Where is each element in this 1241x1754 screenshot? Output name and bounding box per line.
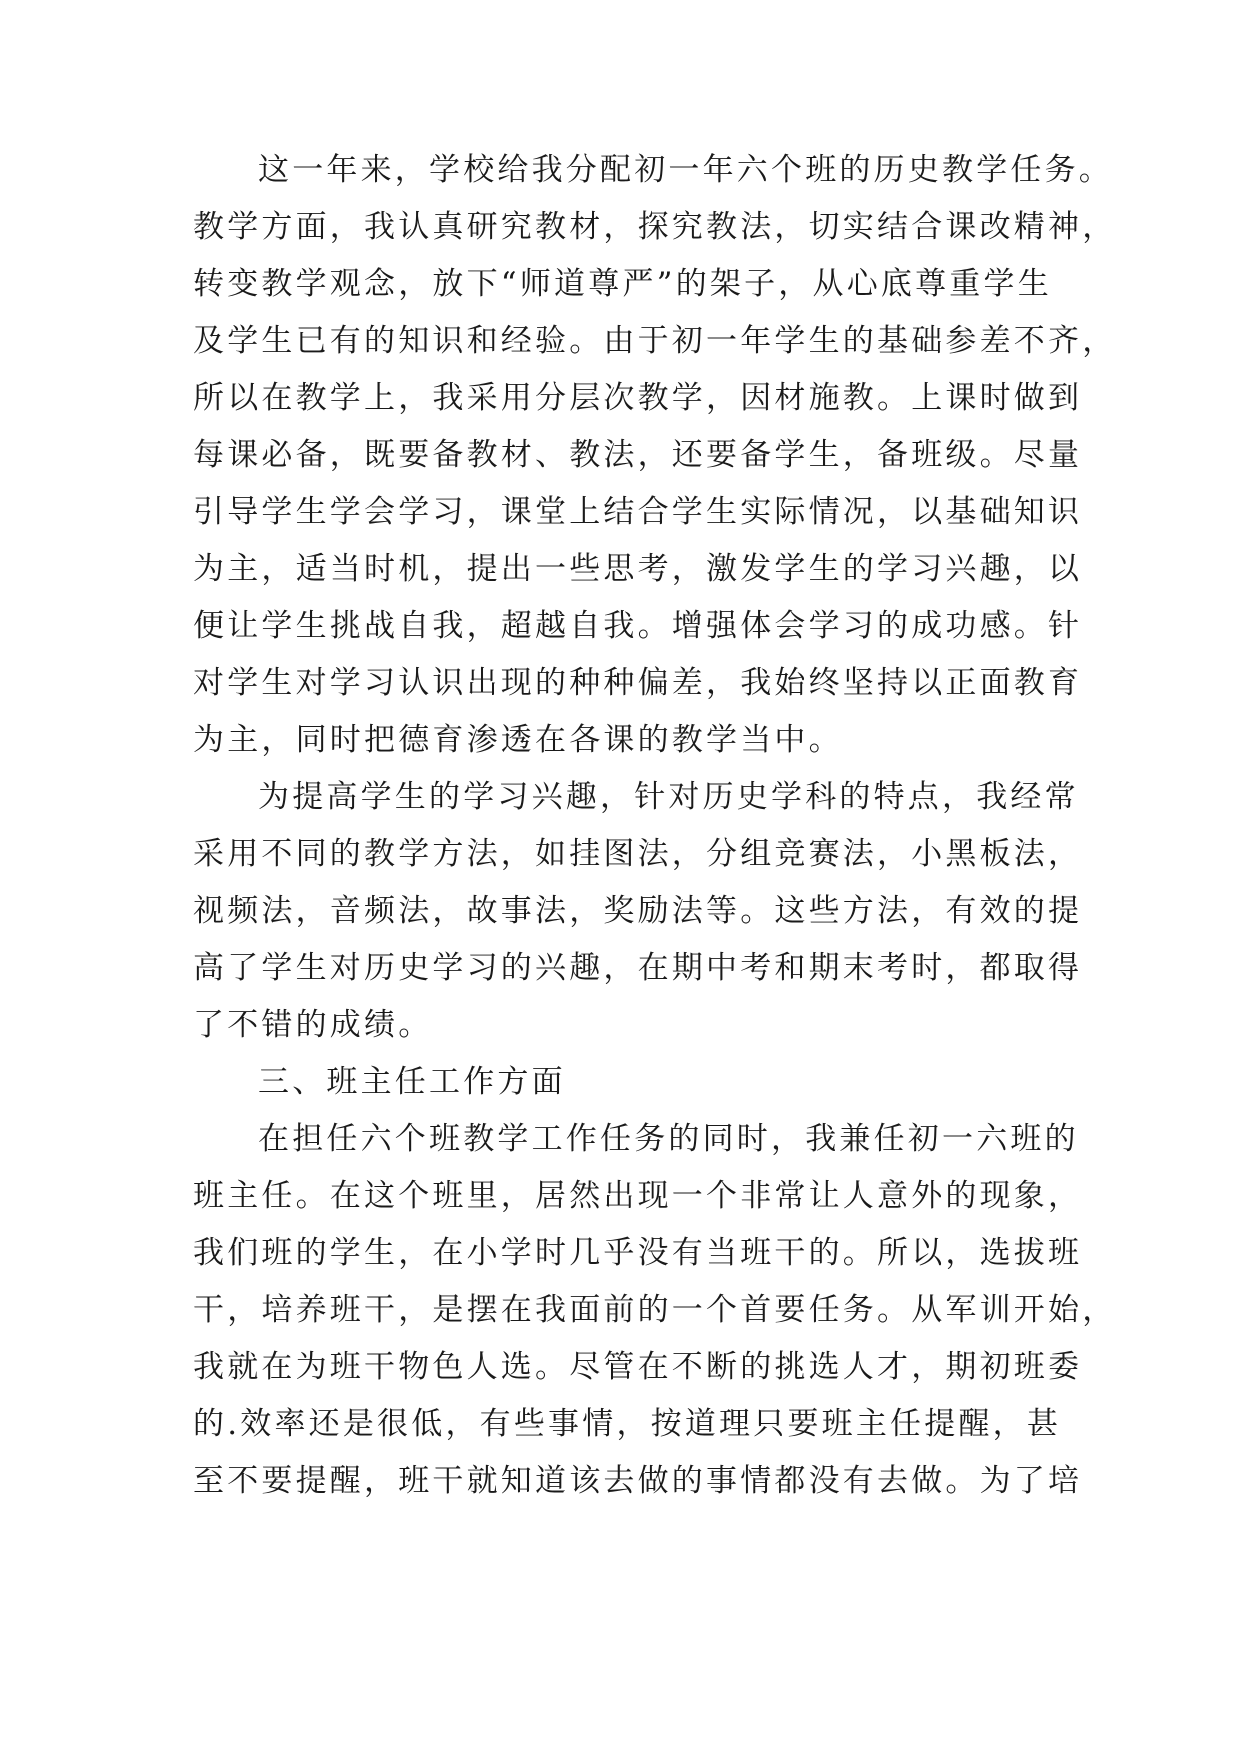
paragraph-line: 所以在教学上，我采用分层次教学，因材施教。上课时做到	[193, 380, 1083, 416]
section-heading: 三、班主任工作方面	[258, 1064, 566, 1100]
paragraph-line: 干，培养班干，是摆在我面前的一个首要任务。从军训开始，	[193, 1292, 1117, 1328]
paragraph-line: 了不错的成绩。	[193, 1007, 433, 1043]
paragraph-line: 为主，适当时机，提出一些思考，激发学生的学习兴趣，以	[193, 551, 1083, 587]
paragraph-line: 班主任。在这个班里，居然出现一个非常让人意外的现象，	[193, 1178, 1083, 1214]
paragraph-line: 对学生对学习认识出现的种种偏差，我始终坚持以正面教育	[193, 665, 1083, 701]
paragraph-line: 采用不同的教学方法，如挂图法，分组竞赛法，小黑板法，	[193, 836, 1083, 872]
paragraph-line: 引导学生学会学习，课堂上结合学生实际情况，以基础知识	[193, 494, 1083, 530]
paragraph-line: 至不要提醒，班干就知道该去做的事情都没有去做。为了培	[193, 1463, 1083, 1499]
paragraph-line: 为提高学生的学习兴趣，针对历史学科的特点，我经常	[258, 779, 1079, 815]
paragraph-line: 及学生已有的知识和经验。由于初一年学生的基础参差不齐，	[193, 323, 1117, 359]
paragraph-line: 这一年来，学校给我分配初一年六个班的历史教学任务。	[258, 152, 1113, 188]
paragraph-line: 视频法，音频法，故事法，奖励法等。这些方法，有效的提	[193, 893, 1083, 929]
paragraph-line: 高了学生对历史学习的兴趣，在期中考和期末考时，都取得	[193, 950, 1083, 986]
paragraph-line: 的.效率还是很低，有些事情，按道理只要班主任提醒，甚	[193, 1406, 1062, 1442]
paragraph-line: 教学方面，我认真研究教材，探究教法，切实结合课改精神，	[193, 209, 1117, 245]
paragraph-line: 在担任六个班教学工作任务的同时，我兼任初一六班的	[258, 1121, 1079, 1157]
paragraph-line: 我们班的学生，在小学时几乎没有当班干的。所以，选拔班	[193, 1235, 1083, 1271]
paragraph-line: 便让学生挑战自我，超越自我。增强体会学习的成功感。针	[193, 608, 1083, 644]
paragraph-line: 每课必备，既要备教材、教法，还要备学生，备班级。尽量	[193, 437, 1083, 473]
paragraph-line: 我就在为班干物色人选。尽管在不断的挑选人才，期初班委	[193, 1349, 1083, 1385]
paragraph-line: 为主，同时把德育渗透在各课的教学当中。	[193, 722, 843, 758]
paragraph-line: 转变教学观念，放下“师道尊严”的架子，从心底尊重学生	[193, 266, 1052, 302]
